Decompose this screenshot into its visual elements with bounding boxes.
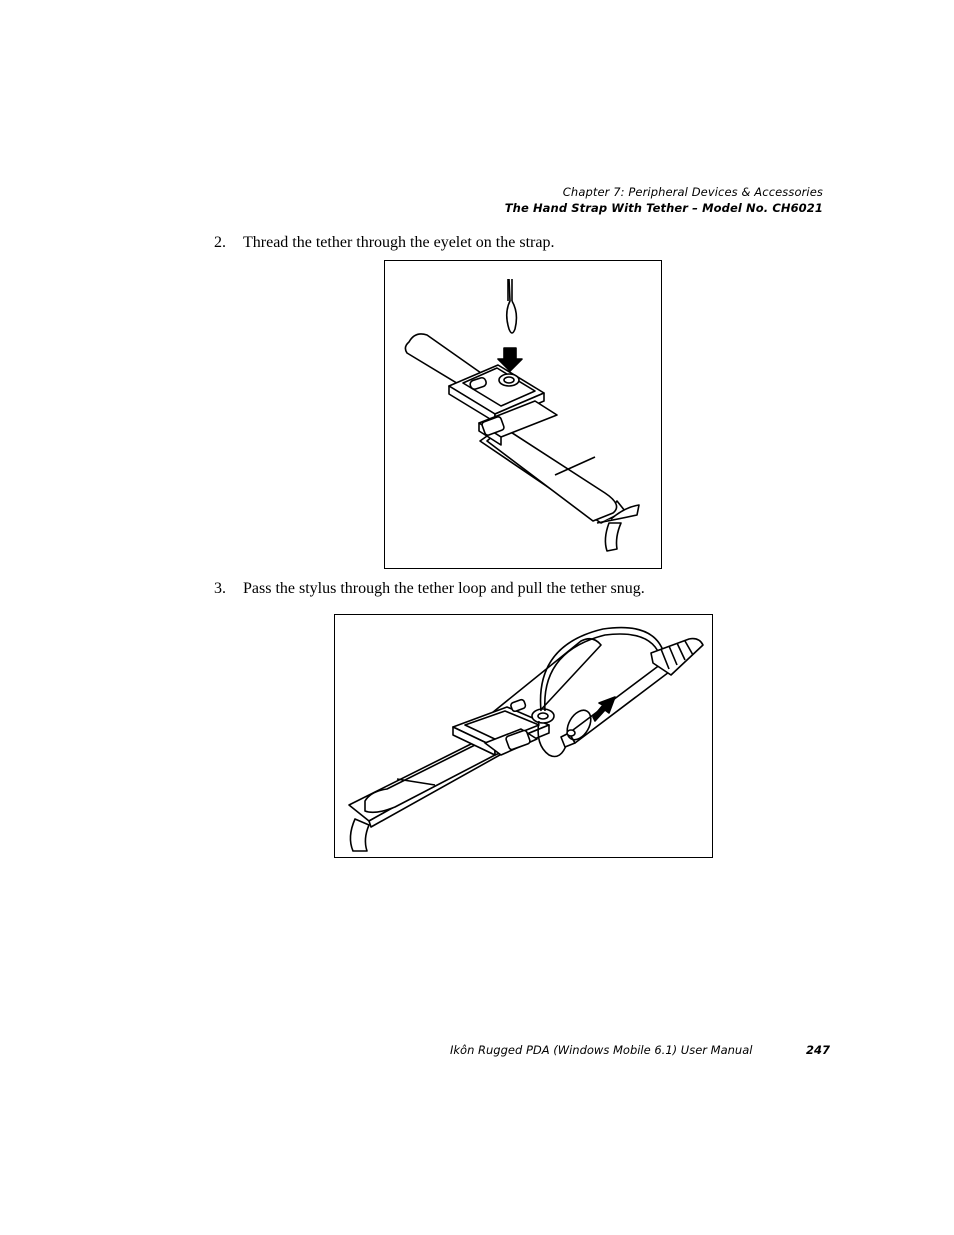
page-number: 247 [806,1043,831,1057]
hand-strap-eyelet-illustration [385,261,661,568]
section-header: The Hand Strap With Tether – Model No. CH6021 [504,201,823,215]
hand-strap-stylus-illustration [335,615,712,857]
figure-stylus-loop [334,614,713,858]
step-item [214,234,554,252]
figure-thread-tether [384,260,662,569]
step-text: Thread the tether through the eyelet on the strap. [243,234,555,251]
step-text: Pass the stylus through the tether loop and pull the tether snug. [243,580,645,597]
chapter-header: Chapter 7: Peripheral Devices & Accessories [562,185,823,199]
step-item [214,580,645,598]
footer-manual-title: Ikôn Rugged PDA (Windows Mobile 6.1) User Manual [450,1043,753,1057]
step-number: 2. [214,234,226,251]
step-number: 3. [214,580,226,597]
